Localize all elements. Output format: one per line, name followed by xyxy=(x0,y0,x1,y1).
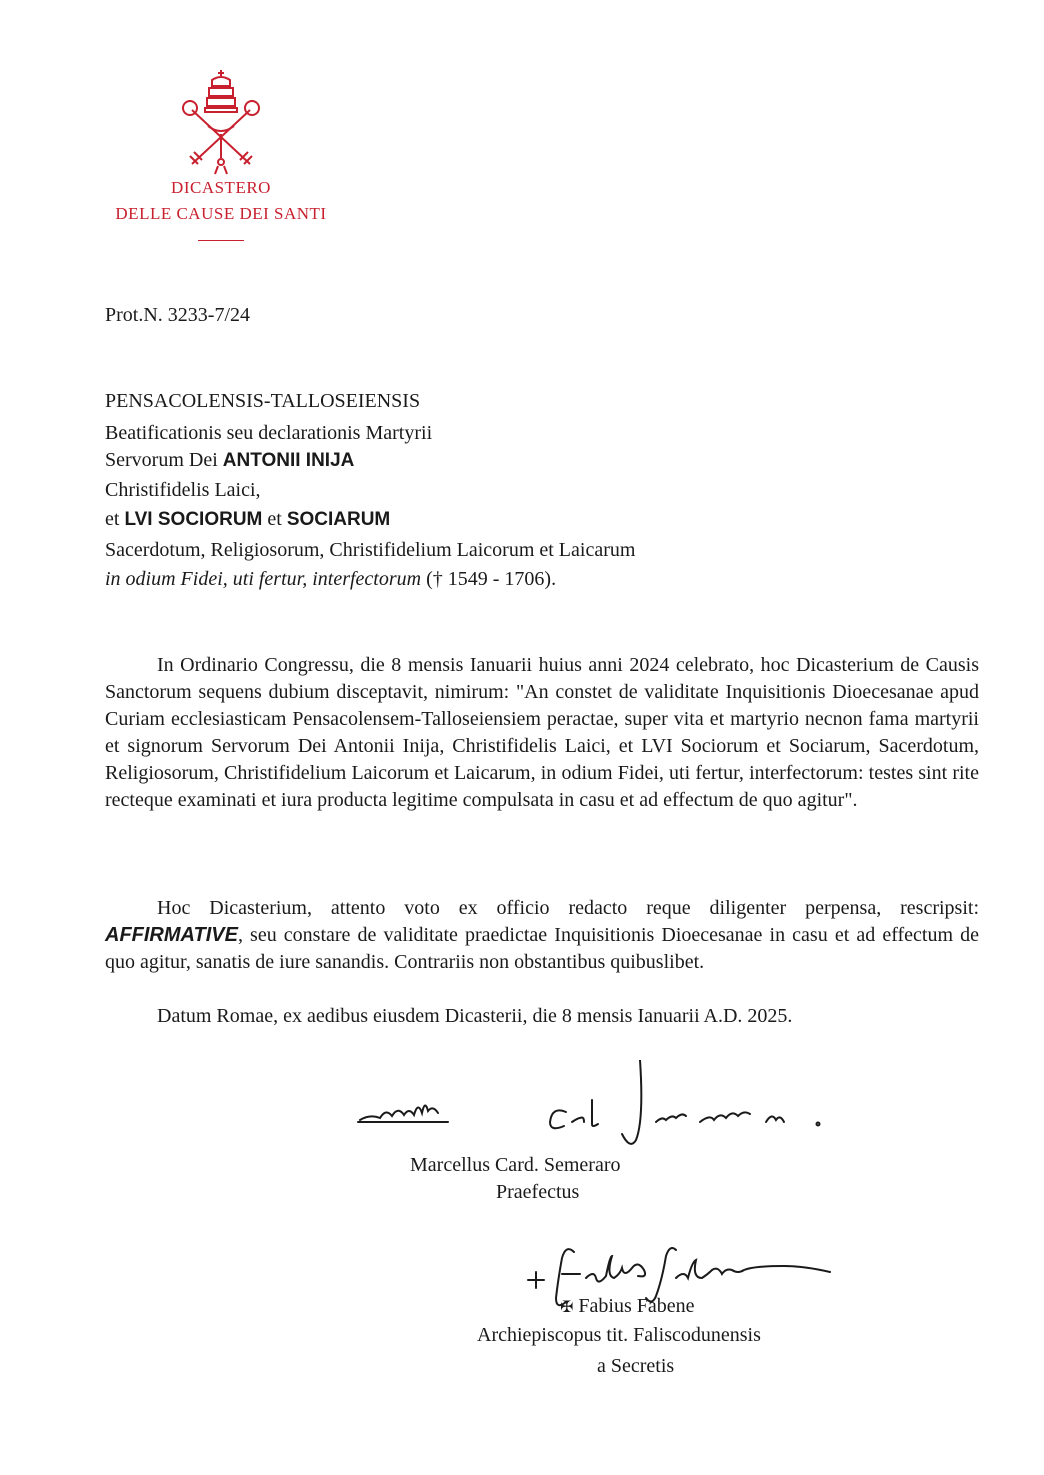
signatory-2-role: Archiepiscopus tit. Faliscodunensis xyxy=(477,1324,761,1346)
episcopal-cross-icon: ✠ xyxy=(560,1297,574,1316)
cause-odium xyxy=(105,568,556,591)
servant-name: ANTONII INIJA xyxy=(222,450,355,471)
body-paragraph-2 xyxy=(105,895,979,976)
cause-servants xyxy=(105,449,354,472)
signatory-2-name-text: Fabius Fabene xyxy=(573,1295,695,1317)
cause-status: Christifidelis Laici, xyxy=(105,479,261,501)
cause-dates: († 1549 - 1706). xyxy=(421,568,557,590)
p2-before: Hoc Dicasterium, attento voto ex officio redacto reque diligenter perpensa, rescripsit: xyxy=(157,897,979,919)
cause-diocese: PENSACOLENSIS-TALLOSEIENSIS xyxy=(105,390,421,412)
companions-et2: et xyxy=(262,508,287,530)
affirmative-verdict: AFFIRMATIVE xyxy=(105,923,238,946)
cause-companions xyxy=(105,508,390,531)
signatory-1-role: Praefectus xyxy=(496,1181,580,1203)
companions-name: LVI SOCIORUM xyxy=(124,509,263,530)
companions-name2: SOCIARUM xyxy=(286,509,391,530)
signature-semeraro xyxy=(356,1060,826,1160)
servants-prefix: Servorum Dei xyxy=(105,449,223,471)
dicastery-name-line1: DICASTERO xyxy=(171,178,271,197)
body-paragraph-1: In Ordinario Congressu, die 8 mensis Ianuarii huius anni 2024 celebrato, hoc Dicasterium de Causis Sanctorum sequens dubium disceptavit, nimirum: "An constet de validitate Inquisitionis Dioecesanae apud Curiam ecclesiasticam Pensacolensem-Talloseiensiem peractae, super vita et martyrio necnon fama martyrii et signorum Servorum Dei Antonii Inija, Christifidelis Laici, et LVI Sociorum et Sociarum, Sacerdotum, Religiosorum, Christifidelium Laicorum et Laicarum, in odium Fidei, uti fertur, interfectorum: testes sint rite recteque examinati et iura producta legitime compulsata in casu et ad effectum de quo agitur". xyxy=(105,654,979,811)
cause-groups: Sacerdotum, Religiosorum, Christifidelium Laicorum et Laicarum xyxy=(105,539,636,561)
signatory-1-name: Marcellus Card. Semeraro xyxy=(410,1154,621,1176)
papal-keys-emblem-icon xyxy=(178,66,264,176)
dicastery-name-line2: DELLE CAUSE DEI SANTI xyxy=(115,204,327,223)
body-paragraph-3: Datum Romae, ex aedibus eiusdem Dicasterii, die 8 mensis Ianuarii A.D. 2025. xyxy=(157,1005,793,1027)
signatory-2-role-secretary: a Secretis xyxy=(597,1355,675,1377)
header-divider xyxy=(198,240,244,241)
cause-type: Beatificationis seu declarationis Martyrii xyxy=(105,422,433,444)
signatory-2-name xyxy=(560,1294,695,1319)
odium-italic: in odium Fidei, uti fertur, interfectorum xyxy=(105,568,422,590)
protocol-number: Prot.N. 3233-7/24 xyxy=(105,304,250,326)
p2-after: , seu constare de validitate praedictae Inquisitionis Dioecesanae in casu et ad effectum de quo agitur, sanatis de iure sanandis. Contrariis non obstantibus quibuslibet. xyxy=(105,923,979,973)
companions-et: et xyxy=(105,508,125,530)
